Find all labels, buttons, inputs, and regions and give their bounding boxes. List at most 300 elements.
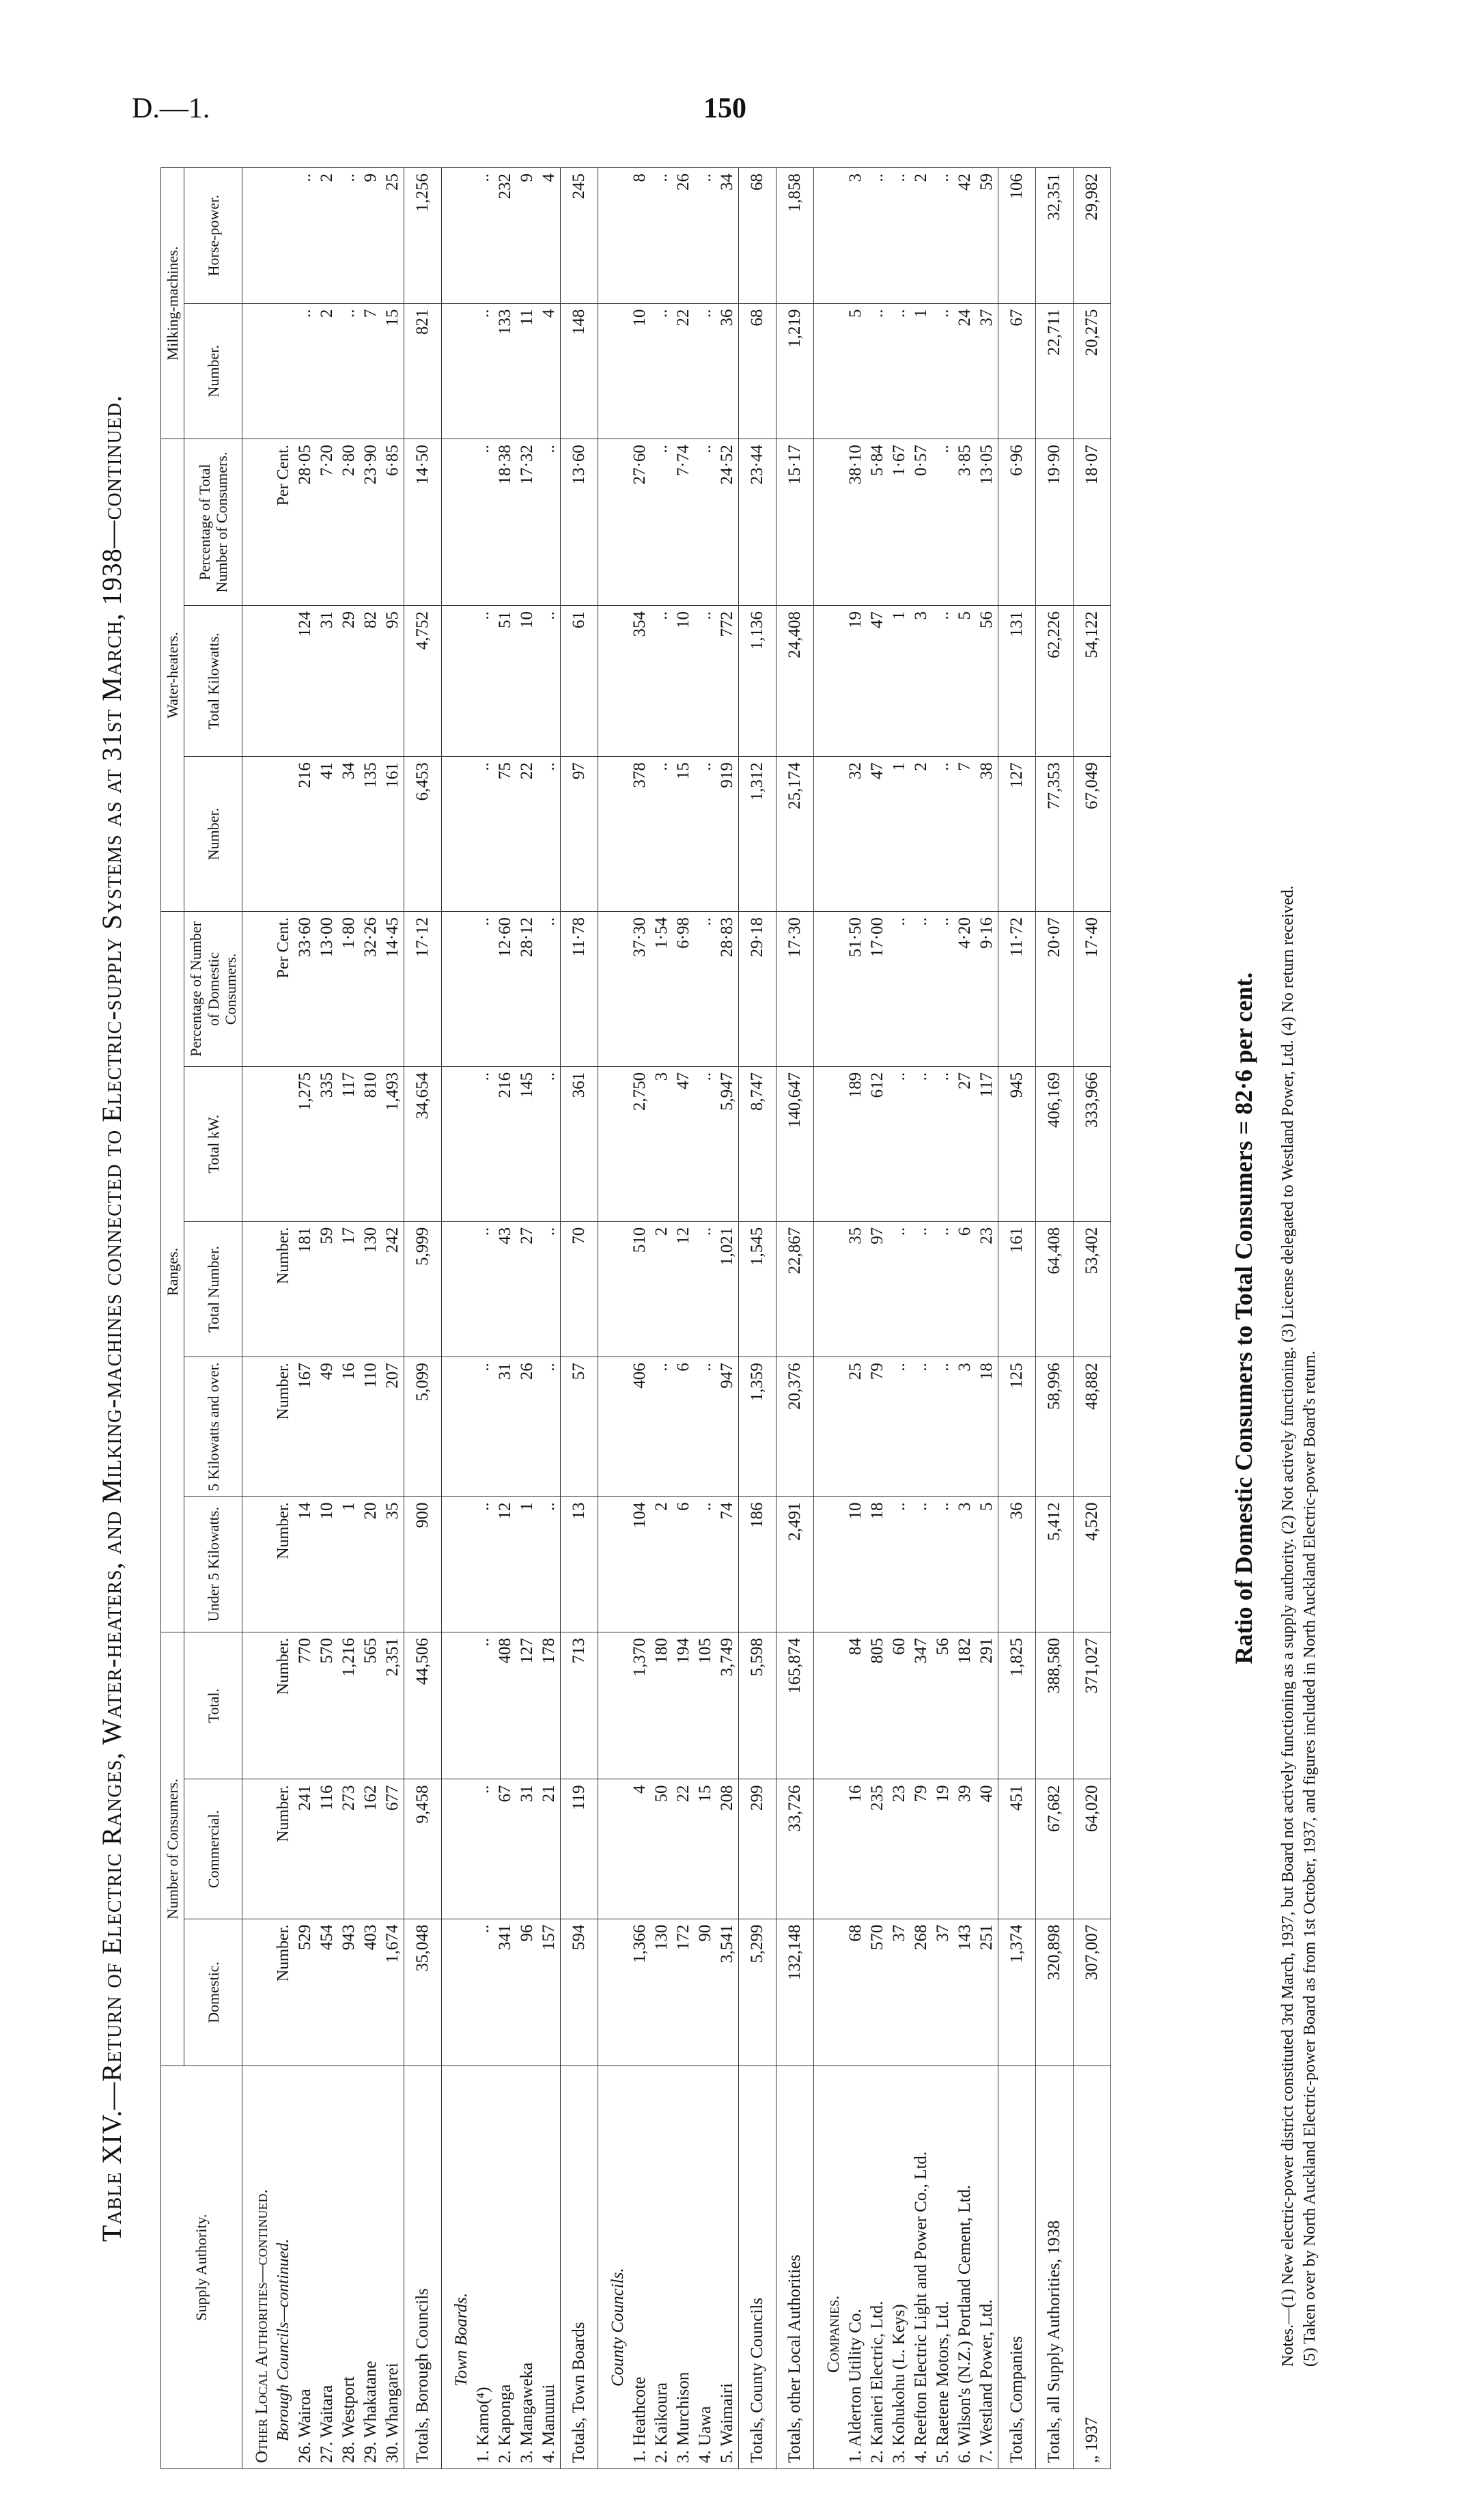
cell-value: 20,275 [1073, 303, 1110, 439]
cell-value: 58,996 [1035, 1357, 1073, 1497]
table-row [629, 168, 651, 2469]
cell-value: 1,545 [738, 1221, 776, 1357]
cell-value: 68 [845, 1919, 867, 2066]
table-row [294, 168, 316, 2469]
cell-value: 821 [404, 303, 441, 439]
row-label: 5. Raetene Motors, Ltd. [932, 2066, 954, 2469]
cell-value: 21 [538, 1779, 561, 1919]
cell-value: 7·20 [316, 439, 338, 606]
cell-value: .. [473, 168, 494, 304]
table-row [382, 168, 404, 2469]
cell-value: 39 [954, 1779, 976, 1919]
cell-value: 2·80 [338, 439, 360, 606]
cell-value: 181 [294, 1221, 316, 1357]
total-row [776, 168, 813, 2469]
cell-value: 60 [888, 1632, 910, 1779]
cell-value: 56 [932, 1632, 954, 1779]
cell-value: .. [338, 303, 360, 439]
cell-value: 15 [382, 303, 404, 439]
table-row [976, 168, 998, 2469]
cell-value: 17·40 [1073, 912, 1110, 1067]
cell-value: 8,747 [738, 1066, 776, 1221]
cell-value: .. [695, 168, 716, 304]
cell-value: .. [473, 605, 494, 756]
cell-value: 0·57 [910, 439, 932, 606]
cell-value: 2 [316, 168, 338, 304]
col-mm-number: Number. [184, 303, 242, 439]
cell-value: 347 [910, 1632, 932, 1779]
col-pct-domestic: Percentage of Number of Domestic Consumers. [184, 912, 242, 1067]
cell-value: 16 [845, 1779, 867, 1919]
cell-value: 268 [910, 1919, 932, 2066]
table-row [932, 168, 954, 2469]
cell-value: 7·74 [673, 439, 695, 606]
col-supply-authority: Supply Authority. [161, 2066, 242, 2469]
cell-value: 105 [695, 1632, 716, 1779]
cell-value: 1,216 [338, 1632, 360, 1779]
cell-value: .. [695, 439, 716, 606]
cell-value: 1,370 [629, 1632, 651, 1779]
cell-value: .. [651, 757, 673, 912]
cell-value: 178 [538, 1632, 561, 1779]
cell-value: 33,726 [776, 1779, 813, 1919]
cell-value: .. [651, 1357, 673, 1497]
cell-value: .. [888, 168, 910, 304]
cell-value: 919 [716, 757, 739, 912]
cell-value: 677 [382, 1779, 404, 1919]
cell-value: .. [695, 1357, 716, 1497]
cell-value: 1·67 [888, 439, 910, 606]
cell-value: .. [932, 605, 954, 756]
cell-value: .. [695, 1221, 716, 1357]
cell-value: .. [910, 1221, 932, 1357]
col-group-water-heaters: Water-heaters. [161, 439, 184, 912]
cell-value: 140,647 [776, 1066, 813, 1221]
cell-value: 51·50 [845, 912, 867, 1067]
row-label: 3. Murchison [673, 2066, 695, 2469]
cell-value: .. [651, 439, 673, 606]
table-row [845, 168, 867, 2469]
cell-value: .. [294, 168, 316, 304]
cell-value: 454 [316, 1919, 338, 2066]
cell-value: 22 [516, 757, 538, 912]
cell-value: 54,122 [1073, 605, 1110, 756]
cell-value: 772 [716, 605, 739, 756]
cell-value: 47 [867, 757, 888, 912]
cell-value: 68 [738, 168, 776, 304]
cell-value: .. [473, 757, 494, 912]
cell-value: 43 [494, 1221, 516, 1357]
cell-value: 117 [338, 1066, 360, 1221]
cell-value: 97 [867, 1221, 888, 1357]
col-wh-kilowatts: Total Kilowatts. [184, 605, 242, 756]
cell-value: 186 [738, 1497, 776, 1632]
cell-value: 57 [560, 1357, 598, 1497]
table-row [673, 168, 695, 2469]
cell-value: 12 [494, 1497, 516, 1632]
cell-value: 5 [954, 605, 976, 756]
cell-value: 4,752 [404, 605, 441, 756]
col-commercial: Commercial. [184, 1779, 242, 1919]
cell-value: 1,312 [738, 757, 776, 912]
cell-value: 131 [998, 605, 1035, 756]
cell-value: 28·05 [294, 439, 316, 606]
cell-value: 23·44 [738, 439, 776, 606]
cell-value: .. [888, 1221, 910, 1357]
cell-value: 805 [867, 1632, 888, 1779]
cell-value: 1,219 [776, 303, 813, 439]
cell-value: 38·10 [845, 439, 867, 606]
row-label: 28. Westport [338, 2066, 360, 2469]
cell-value: 5 [976, 1497, 998, 1632]
cell-value: 241 [294, 1779, 316, 1919]
cell-value: 24 [954, 303, 976, 439]
cell-value: 406 [629, 1357, 651, 1497]
unit-label: Per Cent. [273, 439, 294, 606]
footnote-line-1: Notes.—(1) New electric-power district constituted 3rd March, 1937, but Board not actively functioning as a supply authority. (2) Not actively functioning. (3) License delegated to Westland Power, Ltd. (4) No return received. [1279, 885, 1297, 2367]
col-over5: 5 Kilowatts and over. [184, 1357, 242, 1497]
row-label: 1. Heathcote [629, 2066, 651, 2469]
cell-value: 23 [888, 1779, 910, 1919]
unit-label: Per Cent. [273, 912, 294, 1067]
table-row [651, 168, 673, 2469]
cell-value: 18·07 [1073, 439, 1110, 606]
cell-value: .. [294, 303, 316, 439]
cell-value: 34 [338, 757, 360, 912]
cell-value: 29 [338, 605, 360, 756]
cell-value: 1,021 [716, 1221, 739, 1357]
total-row [738, 168, 776, 2469]
cell-value: 945 [998, 1066, 1035, 1221]
row-label: 6. Wilson's (N.Z.) Portland Cement, Ltd. [954, 2066, 976, 2469]
cell-value: 17·00 [867, 912, 888, 1067]
cell-value: 27 [954, 1066, 976, 1221]
footnote-line-2: (5) Taken over by North Auckland Electric-power Board as from 1st October, 1937, and figures included in North Auckland Electric-power Board's return. [1301, 1350, 1319, 2367]
table-body [242, 168, 1111, 2469]
cell-value: 20 [360, 1497, 382, 1632]
row-label: 4. Reefton Electric Light and Power Co., Ltd. [910, 2066, 932, 2469]
cell-value: 2,351 [382, 1632, 404, 1779]
cell-value: .. [651, 303, 673, 439]
cell-value: 62,226 [1035, 605, 1073, 756]
cell-value: 172 [673, 1919, 695, 2066]
cell-value: 335 [316, 1066, 338, 1221]
cell-value: 378 [629, 757, 651, 912]
cell-value: 31 [494, 1357, 516, 1497]
table-row [338, 168, 360, 2469]
col-horse-power: Horse-power. [184, 168, 242, 304]
cell-value: 53,402 [1073, 1221, 1110, 1357]
table-row [516, 168, 538, 2469]
cell-value: 1,256 [404, 168, 441, 304]
cell-value: 133 [494, 303, 516, 439]
section-heading-row [598, 168, 629, 2469]
cell-value: 207 [382, 1357, 404, 1497]
col-group-ranges: Ranges. [161, 912, 184, 1632]
cell-value: 208 [716, 1779, 739, 1919]
cell-value: 10 [629, 303, 651, 439]
cell-value: 19 [932, 1779, 954, 1919]
unit-label: Number. [273, 1919, 294, 2066]
cell-value: 2 [651, 1221, 673, 1357]
cell-value: 29·18 [738, 912, 776, 1067]
cell-value: 90 [695, 1919, 716, 2066]
cell-value: 28·83 [716, 912, 739, 1067]
page-number: 150 [703, 93, 746, 124]
cell-value: .. [932, 912, 954, 1067]
cell-value: 48,882 [1073, 1357, 1110, 1497]
cell-value: 74 [716, 1497, 739, 1632]
cell-value: 67 [494, 1779, 516, 1919]
cell-value: 3 [651, 1066, 673, 1221]
cell-value: 18·38 [494, 439, 516, 606]
cell-value: 9,458 [404, 1779, 441, 1919]
col-wh-number: Number. [184, 757, 242, 912]
table-row [316, 168, 338, 2469]
cell-value: 341 [494, 1919, 516, 2066]
cell-value: 19 [845, 605, 867, 756]
section-heading-row [813, 168, 845, 2469]
cell-value: 2 [910, 168, 932, 304]
cell-value: 106 [998, 168, 1035, 304]
col-under5: Under 5 Kilowatts. [184, 1497, 242, 1632]
total-row [1035, 168, 1073, 2469]
rotated-table-page [96, 167, 1380, 2469]
cell-value: 770 [294, 1632, 316, 1779]
table-row [867, 168, 888, 2469]
row-label: Totals, other Local Authorities [776, 2066, 813, 2469]
cell-value: 95 [382, 605, 404, 756]
cell-value: 408 [494, 1632, 516, 1779]
cell-value: 31 [516, 1779, 538, 1919]
row-label: 30. Whangarei [382, 2066, 404, 2469]
cell-value: 1,493 [382, 1066, 404, 1221]
cell-value: 17·30 [776, 912, 813, 1067]
cell-value: 67 [998, 303, 1035, 439]
cell-value: 320,898 [1035, 1919, 1073, 2066]
total-row [998, 168, 1035, 2469]
cell-value: 570 [316, 1632, 338, 1779]
row-label: 7. Westland Power, Ltd. [976, 2066, 998, 2469]
cell-value: 242 [382, 1221, 404, 1357]
cell-value: 15·17 [776, 439, 813, 606]
cell-value: 67,049 [1073, 757, 1110, 912]
cell-value: 565 [360, 1632, 382, 1779]
row-label: Totals, County Councils [738, 2066, 776, 2469]
cell-value: 50 [651, 1779, 673, 1919]
total-row [1073, 168, 1110, 2469]
cell-value: 5,299 [738, 1919, 776, 2066]
cell-value: 299 [738, 1779, 776, 1919]
cell-value: 14·50 [404, 439, 441, 606]
cell-value: 10 [673, 605, 695, 756]
cell-value: 59 [316, 1221, 338, 1357]
cell-value: 3·85 [954, 439, 976, 606]
cell-value: 38 [976, 757, 998, 912]
cell-value: 9 [360, 168, 382, 304]
cell-value: .. [932, 168, 954, 304]
cell-value: 61 [560, 605, 598, 756]
cell-value: 6·85 [382, 439, 404, 606]
cell-value: .. [538, 1357, 561, 1497]
cell-value: 3 [954, 1497, 976, 1632]
cell-value: 17 [338, 1221, 360, 1357]
table-row [538, 168, 561, 2469]
cell-value: .. [695, 303, 716, 439]
cell-value: 235 [867, 1779, 888, 1919]
row-label: 4. Uawa [695, 2066, 716, 2469]
section-heading-town: Town Boards. [441, 2066, 473, 2469]
cell-value: .. [932, 303, 954, 439]
cell-value: 32 [845, 757, 867, 912]
cell-value: 5·84 [867, 439, 888, 606]
unit-label: Number. [273, 1221, 294, 1357]
cell-value: .. [910, 1357, 932, 1497]
cell-value: 49 [316, 1357, 338, 1497]
cell-value: 10 [316, 1497, 338, 1632]
cell-value: 6,453 [404, 757, 441, 912]
total-row [560, 168, 598, 2469]
cell-value: 3 [954, 1357, 976, 1497]
cell-value: 189 [845, 1066, 867, 1221]
cell-value: 291 [976, 1632, 998, 1779]
cell-value: 28·12 [516, 912, 538, 1067]
cell-value: .. [695, 1066, 716, 1221]
section-heading-county: County Councils. [598, 2066, 629, 2469]
cell-value: 5,598 [738, 1632, 776, 1779]
cell-value: 3,541 [716, 1919, 739, 2066]
row-label: 4. Manunui [538, 2066, 561, 2469]
cell-value: .. [695, 605, 716, 756]
cell-value: 12 [673, 1221, 695, 1357]
cell-value: .. [888, 1357, 910, 1497]
cell-value: 2,750 [629, 1066, 651, 1221]
cell-value: 34,654 [404, 1066, 441, 1221]
cell-value: 127 [998, 757, 1035, 912]
cell-value: 1,366 [629, 1919, 651, 2066]
cell-value: .. [932, 439, 954, 606]
col-total-kw: Total kW. [184, 1066, 242, 1221]
cell-value: 232 [494, 168, 516, 304]
cell-value: 110 [360, 1357, 382, 1497]
cell-value: 1 [888, 757, 910, 912]
cell-value: 117 [976, 1066, 998, 1221]
cell-value: 1,136 [738, 605, 776, 756]
cell-value: 82 [360, 605, 382, 756]
cell-value: 273 [338, 1779, 360, 1919]
row-label: 27. Waitara [316, 2066, 338, 2469]
cell-value: 127 [516, 1632, 538, 1779]
cell-value: 27·60 [629, 439, 651, 606]
cell-value: 403 [360, 1919, 382, 2066]
cell-value: 104 [629, 1497, 651, 1632]
cell-value: 8 [629, 168, 651, 304]
cell-value: 5,099 [404, 1357, 441, 1497]
cell-value: 125 [998, 1357, 1035, 1497]
cell-value: 96 [516, 1919, 538, 2066]
cell-value: 333,966 [1073, 1066, 1110, 1221]
cell-value: 2,491 [776, 1497, 813, 1632]
cell-value: 361 [560, 1066, 598, 1221]
cell-value: .. [932, 1066, 954, 1221]
cell-value: .. [538, 757, 561, 912]
cell-value: .. [473, 1066, 494, 1221]
section-heading-row [441, 168, 473, 2469]
cell-value: 6 [673, 1497, 695, 1632]
cell-value: .. [910, 1497, 932, 1632]
cell-value: 27 [516, 1221, 538, 1357]
cell-value: 130 [360, 1221, 382, 1357]
cell-value: 19·90 [1035, 439, 1073, 606]
ratio-statement: Ratio of Domestic Consumers to Total Consumers = 82·6 per cent. [1230, 972, 1257, 1665]
cell-value: 162 [360, 1779, 382, 1919]
cell-value: 900 [404, 1497, 441, 1632]
cell-value: 371,027 [1073, 1632, 1110, 1779]
cell-value: .. [538, 1066, 561, 1221]
cell-value: 143 [954, 1919, 976, 2066]
cell-value: 1·54 [651, 912, 673, 1067]
cell-value: 245 [560, 168, 598, 304]
cell-value: 41 [316, 757, 338, 912]
row-label: Totals, Borough Councils [404, 2066, 441, 2469]
cell-value: 161 [998, 1221, 1035, 1357]
cell-value: .. [651, 605, 673, 756]
cell-value: 13·05 [976, 439, 998, 606]
cell-value: 37 [932, 1919, 954, 2066]
cell-value: 35 [845, 1221, 867, 1357]
cell-value: 594 [560, 1919, 598, 2066]
cell-value: .. [695, 1497, 716, 1632]
cell-value: 14·45 [382, 912, 404, 1067]
cell-value: 7 [360, 303, 382, 439]
cell-value: 145 [516, 1066, 538, 1221]
cell-value: 3,749 [716, 1632, 739, 1779]
cell-value: 33·60 [294, 912, 316, 1067]
cell-value: .. [888, 303, 910, 439]
cell-value: 22,711 [1035, 303, 1073, 439]
cell-value: 1 [516, 1497, 538, 1632]
cell-value: 13·60 [560, 439, 598, 606]
cell-value: 3 [910, 605, 932, 756]
cell-value: 68 [738, 303, 776, 439]
cell-value: 2 [316, 303, 338, 439]
cell-value: 216 [294, 757, 316, 912]
cell-value: 79 [910, 1779, 932, 1919]
table-row [888, 168, 910, 2469]
cell-value: 64,408 [1035, 1221, 1073, 1357]
cell-value: 56 [976, 605, 998, 756]
row-label: 2. Kanieri Electric, Ltd. [867, 2066, 888, 2469]
cell-value: 64,020 [1073, 1779, 1110, 1919]
cell-value: 75 [494, 757, 516, 912]
cell-value: 29,982 [1073, 168, 1110, 304]
table-row [954, 168, 976, 2469]
cell-value: 124 [294, 605, 316, 756]
cell-value: .. [473, 1357, 494, 1497]
cell-value: 40 [976, 1779, 998, 1919]
row-label: 29. Whakatane [360, 2066, 382, 2469]
cell-value: 216 [494, 1066, 516, 1221]
col-group-consumers: Number of Consumers. [161, 1632, 184, 2066]
cell-value: .. [695, 912, 716, 1067]
cell-value: 4 [538, 303, 561, 439]
cell-value: .. [932, 1221, 954, 1357]
row-label: „ 1937 [1073, 2066, 1110, 2469]
cell-value: .. [538, 439, 561, 606]
cell-value: .. [538, 1221, 561, 1357]
cell-value: .. [910, 912, 932, 1067]
table-row [695, 168, 716, 2469]
